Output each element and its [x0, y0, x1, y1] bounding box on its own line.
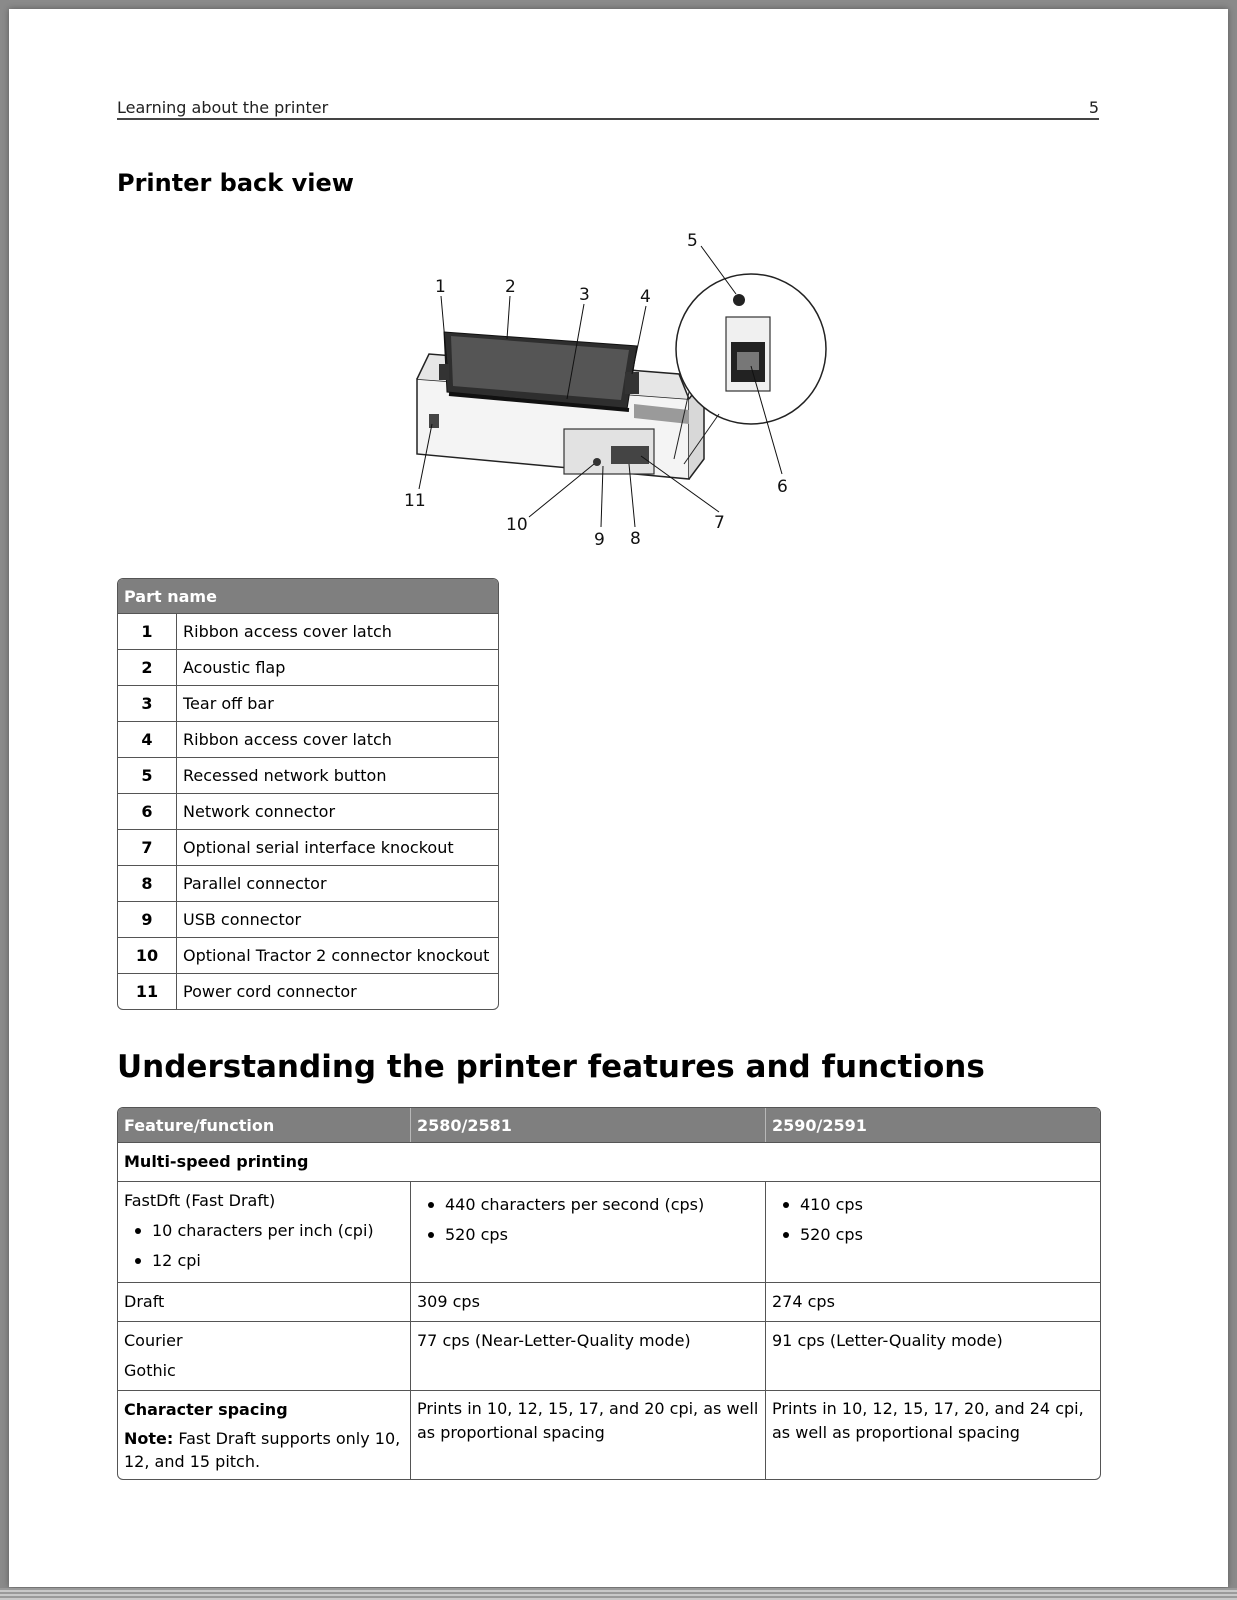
part-number: 1 — [118, 613, 177, 649]
note-label: Note: — [124, 1429, 174, 1448]
callout-9: 9 — [594, 530, 605, 550]
value-cell-2590: 274 cps — [766, 1282, 1100, 1321]
table-row — [118, 1282, 1100, 1321]
part-name: Power cord connector — [177, 973, 498, 1009]
fastdraft-2580-list — [417, 1190, 759, 1250]
spacing-note — [124, 1427, 404, 1473]
page-number: 5 — [1088, 98, 1099, 117]
value-cell-2580: Prints in 10, 12, 15, 17, and 20 cpi, as well as proportional spacing — [411, 1390, 766, 1479]
part-name: Recessed network button — [177, 757, 498, 793]
value-cell-2580: 309 cps — [411, 1282, 766, 1321]
callout-3: 3 — [579, 285, 590, 305]
fastdraft-label: FastDft (Fast Draft) — [124, 1191, 276, 1210]
table-row — [118, 1321, 1100, 1390]
part-number: 5 — [118, 757, 177, 793]
part-number: 7 — [118, 829, 177, 865]
part-name: Tear off bar — [177, 685, 498, 721]
table-row — [118, 1181, 1100, 1282]
feature-cell — [118, 1390, 411, 1479]
callout-8: 8 — [630, 529, 641, 549]
column-header-2580: 2580/2581 — [411, 1108, 766, 1142]
part-number: 11 — [118, 973, 177, 1009]
table-row — [118, 973, 498, 1009]
list-item: 12 cpi — [124, 1246, 404, 1276]
part-name: Acoustic flap — [177, 649, 498, 685]
list-item: 520 cps — [772, 1220, 1094, 1250]
part-name: Optional Tractor 2 connector knockout — [177, 937, 498, 973]
callout-1: 1 — [435, 277, 446, 297]
callout-7: 7 — [714, 513, 725, 533]
list-item: 440 characters per second (cps) — [417, 1190, 759, 1220]
fastdraft-sub-list — [124, 1216, 404, 1276]
list-item: 10 characters per inch (cpi) — [124, 1216, 404, 1246]
table-row — [118, 685, 498, 721]
gothic-label: Gothic — [124, 1361, 176, 1380]
table-row — [118, 1142, 1100, 1181]
courier-label: Courier — [124, 1331, 183, 1350]
section-title-back-view: Printer back view — [117, 169, 354, 197]
table-row — [118, 1390, 1100, 1479]
features-heading: Understanding the printer features and functions — [117, 1049, 985, 1085]
page-bottom-edge — [0, 1588, 1237, 1600]
table-row — [118, 757, 498, 793]
table-row — [118, 721, 498, 757]
part-name: Ribbon access cover latch — [177, 613, 498, 649]
callout-11: 11 — [404, 491, 426, 511]
column-header-2590: 2590/2591 — [766, 1108, 1100, 1142]
table-row — [118, 613, 498, 649]
callout-5: 5 — [687, 231, 698, 251]
part-name: Network connector — [177, 793, 498, 829]
section-row-multi-speed: Multi-speed printing — [118, 1142, 1100, 1181]
value-cell-2580: 77 cps (Near-Letter-Quality mode) — [411, 1321, 766, 1390]
list-item: 520 cps — [417, 1220, 759, 1250]
chapter-title: Learning about the printer — [117, 98, 329, 117]
column-header-feature: Feature/function — [118, 1108, 411, 1142]
feature-cell: Draft — [118, 1282, 411, 1321]
callout-4: 4 — [640, 287, 651, 307]
part-number: 8 — [118, 865, 177, 901]
running-header — [117, 96, 1099, 120]
part-number: 2 — [118, 649, 177, 685]
table-row — [118, 937, 498, 973]
table-row — [118, 829, 498, 865]
features-header-row — [118, 1108, 1100, 1142]
document-page — [9, 9, 1228, 1587]
part-number: 6 — [118, 793, 177, 829]
feature-cell — [118, 1181, 411, 1282]
feature-cell — [118, 1321, 411, 1390]
callout-6: 6 — [777, 477, 788, 497]
note-text: Fast Draft supports only 10, 12, and 15 pitch. — [124, 1429, 401, 1471]
printer-illustration — [389, 224, 849, 564]
part-name: Optional serial interface knockout — [177, 829, 498, 865]
part-name: Ribbon access cover latch — [177, 721, 498, 757]
printer-back-view-figure — [389, 224, 849, 564]
part-name: Parallel connector — [177, 865, 498, 901]
part-number: 4 — [118, 721, 177, 757]
value-cell-2590 — [766, 1181, 1100, 1282]
callout-2: 2 — [505, 277, 516, 297]
table-row — [118, 865, 498, 901]
spacing-label: Character spacing — [124, 1400, 288, 1419]
part-number: 3 — [118, 685, 177, 721]
parts-table — [117, 578, 499, 1010]
list-item: 410 cps — [772, 1190, 1094, 1220]
table-row — [118, 901, 498, 937]
value-cell-2590: Prints in 10, 12, 15, 17, 20, and 24 cpi, as well as proportional spacing — [766, 1390, 1100, 1479]
callout-10: 10 — [506, 515, 528, 535]
features-table — [117, 1107, 1101, 1480]
table-row — [118, 793, 498, 829]
part-number: 10 — [118, 937, 177, 973]
parts-table-header-row — [118, 579, 498, 613]
part-number: 9 — [118, 901, 177, 937]
part-name: USB connector — [177, 901, 498, 937]
parts-table-header: Part name — [118, 579, 498, 613]
value-cell-2590: 91 cps (Letter-Quality mode) — [766, 1321, 1100, 1390]
fastdraft-2590-list — [772, 1190, 1094, 1250]
table-row — [118, 649, 498, 685]
value-cell-2580 — [411, 1181, 766, 1282]
